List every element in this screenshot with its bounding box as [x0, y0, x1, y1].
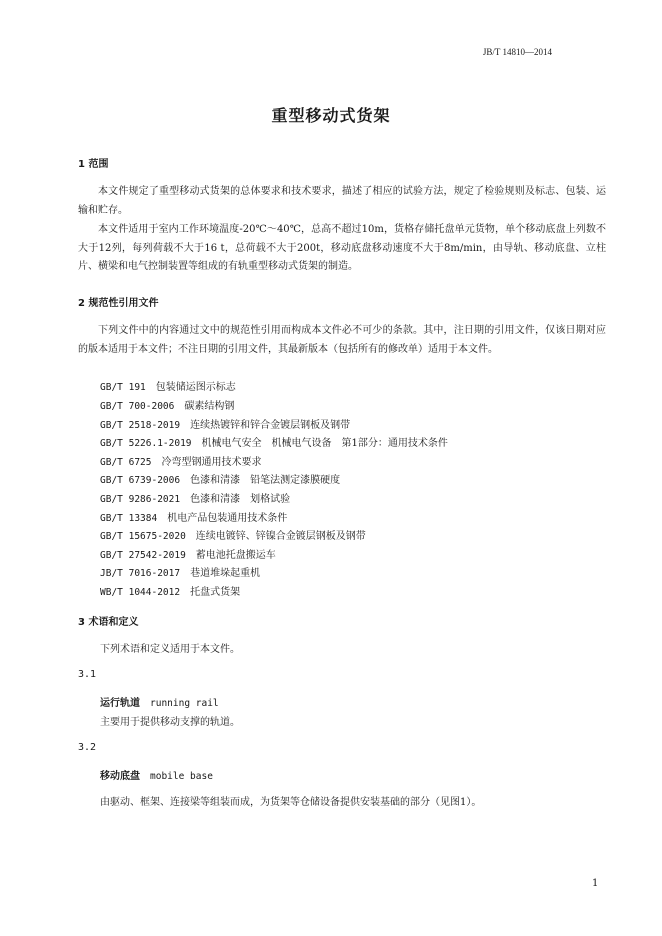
reference-item	[100, 564, 260, 579]
reference-item	[100, 583, 240, 598]
section-2-intro: 下列文件中的内容通过文中的规范性引用而构成本文件必不可少的条款。其中，注日期的引用文件，仅该日期对应的版本适用于本文件；不注日期的引用文件，其最新版本（包括所有的修改单）适用于本文件。	[78, 325, 606, 355]
reference-code: GB/T 700-2006	[100, 401, 175, 412]
reference-item	[100, 416, 350, 431]
reference-title: 机电产品包装通用技术条件	[167, 513, 288, 524]
term-chinese: 移动底盘	[100, 771, 140, 782]
section-1-paragraph-2: 本文件适用于室内工作环境温度-20℃～40℃，总高不超过10m，货格存储托盘单元货物，单个移动底盘上列数不大于12列，每列荷载不大于16 t，总荷载不大于200t，移动底盘移动速度不大于8m/min，由导轨、移动底盘、立柱片、横梁和电气控制装置等组成的有轨重型移动式货架的制造。	[78, 224, 606, 272]
section-3-intro: 下列术语和定义适用于本文件。	[100, 644, 240, 655]
reference-title: 包装储运图示标志	[155, 382, 236, 393]
reference-code: GB/T 5226.1-2019	[100, 438, 192, 449]
standard-number: JB/T 14810—2014	[482, 47, 552, 57]
section-2-heading: 2 规范性引用文件	[78, 298, 159, 309]
reference-item	[100, 378, 236, 393]
section-1-paragraph-1: 本文件规定了重型移动式货架的总体要求和技术要求，描述了相应的试验方法，规定了检验规则及标志、包装、运输和贮存。	[78, 186, 606, 216]
reference-title: 冷弯型钢通用技术要求	[161, 457, 262, 468]
term-english: mobile base	[150, 771, 213, 782]
reference-code: GB/T 13384	[100, 513, 158, 524]
reference-item	[100, 490, 290, 505]
reference-code: GB/T 6739-2006	[100, 475, 181, 486]
term-number: 3.1	[78, 669, 97, 680]
term-chinese: 运行轨道	[100, 698, 140, 709]
reference-title: 连续电镀锌、锌镍合金镀层钢板及钢带	[195, 531, 366, 542]
reference-title: 色漆和清漆 划格试验	[190, 494, 291, 505]
reference-title: 碳素结构钢	[184, 401, 235, 412]
reference-code: GB/T 9286-2021	[100, 494, 181, 505]
reference-code: GB/T 6725	[100, 457, 152, 468]
reference-code: GB/T 2518-2019	[100, 420, 181, 431]
reference-title: 巷道堆垛起重机	[190, 568, 261, 579]
reference-item	[100, 509, 287, 524]
reference-item	[100, 527, 366, 542]
term-definition: 由驱动、框架、连接梁等组装而成，为货架等仓储设备提供安装基础的部分（见图1）。	[100, 797, 482, 808]
page-title: 重型移动式货架	[271, 106, 391, 125]
reference-title: 色漆和清漆 铅笔法测定漆膜硬度	[190, 475, 341, 486]
reference-code: JB/T 7016-2017	[100, 568, 181, 579]
reference-title: 蓄电池托盘搬运车	[195, 550, 276, 561]
reference-item	[100, 434, 448, 449]
term-heading	[100, 767, 213, 782]
term-definition: 主要用于提供移动支撑的轨道。	[100, 717, 240, 728]
page-number: 1	[592, 878, 599, 889]
reference-item	[100, 471, 340, 486]
reference-code: GB/T 191	[100, 382, 146, 393]
reference-title: 连续热镀锌和锌合金镀层钢板及钢带	[190, 420, 351, 431]
reference-code: WB/T 1044-2012	[100, 587, 181, 598]
reference-title: 机械电气安全 机械电气设备 第1部分：通用技术条件	[201, 438, 448, 449]
reference-item	[100, 453, 261, 468]
reference-item	[100, 397, 234, 412]
term-heading	[100, 694, 219, 709]
reference-item	[100, 546, 276, 561]
term-number: 3.2	[78, 742, 97, 753]
reference-title: 托盘式货架	[190, 587, 241, 598]
section-3-heading: 3 术语和定义	[78, 617, 139, 628]
term-english: running rail	[150, 698, 219, 709]
reference-code: GB/T 15675-2020	[100, 531, 186, 542]
reference-code: GB/T 27542-2019	[100, 550, 186, 561]
section-1-heading: 1 范围	[78, 159, 109, 170]
